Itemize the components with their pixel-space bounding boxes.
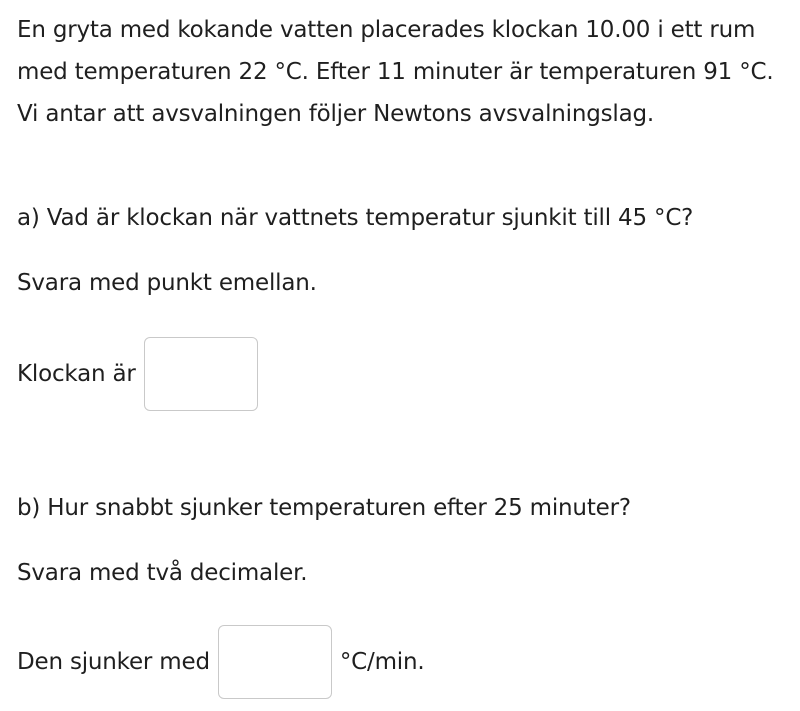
exercise-content [17, 0, 787, 675]
answer-unit-b: °C/min. [339, 649, 425, 675]
answer-input-b[interactable] [218, 625, 332, 699]
answer-row-a [17, 337, 258, 411]
answer-prefix-a: Klockan är [17, 361, 136, 387]
instruction-a: Svara med punkt emellan. [17, 270, 317, 296]
problem-intro: En gryta med kokande vatten placerades klockan 10.00 i ett rum med temperaturen 22 °C. Efter 11 minuter är temperaturen 91 °C. Vi antar att avsvalningen följer Newtons avsvalningslag. [17, 17, 774, 127]
answer-row-b [17, 625, 424, 699]
question-a: a) Vad är klockan när vattnets temperatur sjunkit till 45 °C? [17, 205, 694, 231]
answer-prefix-b: Den sjunker med [17, 649, 210, 675]
answer-input-a[interactable] [144, 337, 258, 411]
instruction-b: Svara med två decimaler. [17, 560, 308, 586]
question-b: b) Hur snabbt sjunker temperaturen efter 25 minuter? [17, 495, 631, 521]
